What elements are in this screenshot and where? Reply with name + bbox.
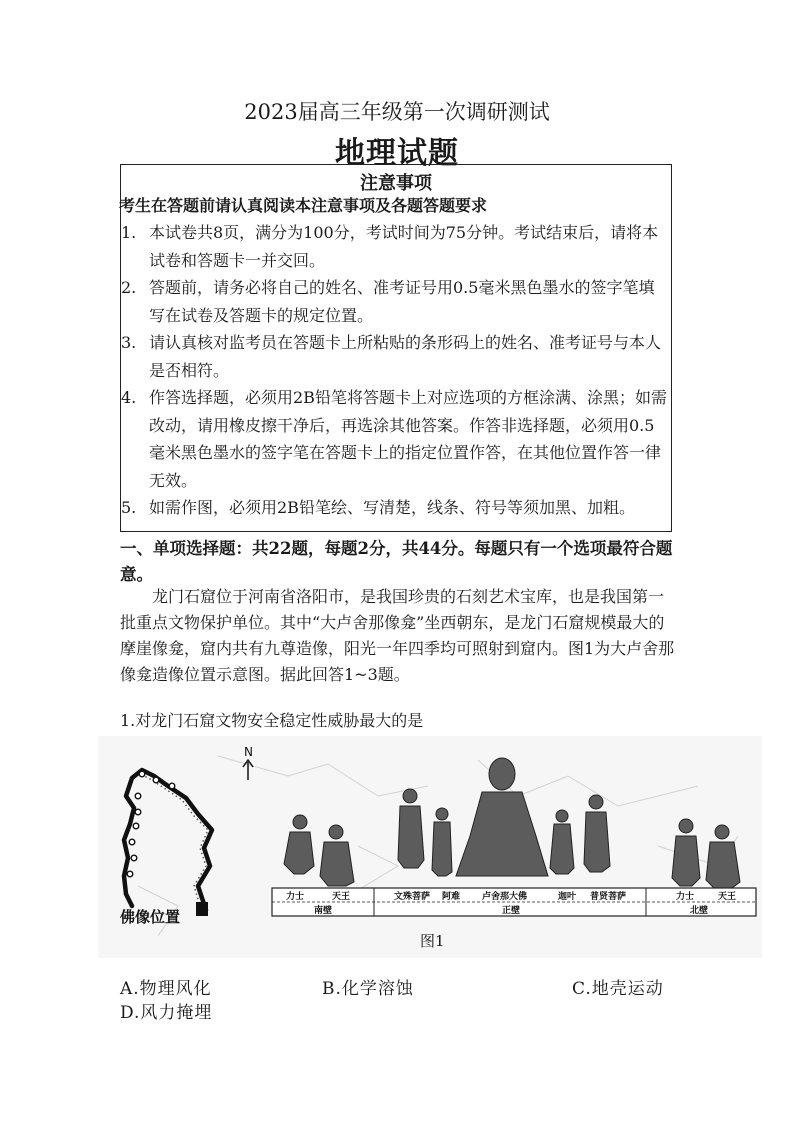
notice-item-number: 5.	[121, 498, 137, 517]
notice-box	[120, 164, 672, 532]
question-1: 1.对龙门石窟文物安全稳定性威胁最大的是	[120, 711, 424, 730]
statue-label: 天王	[332, 892, 351, 902]
wall-label: 正壁	[502, 906, 521, 916]
notice-heading: 注意事项	[360, 173, 432, 194]
notice-item-number: 4.	[121, 388, 137, 407]
option-d[interactable]: D.风力掩埋	[120, 1003, 213, 1023]
option-a[interactable]: A.物理风化	[120, 979, 212, 999]
site-marker	[196, 902, 208, 916]
figure-1	[98, 736, 762, 958]
notice-item	[121, 274, 671, 329]
notice-item-text: 本试卷共8页，满分为100分，考试时间为75分钟。考试结束后，请将本试卷和答题卡一并交回。	[149, 223, 659, 270]
statue-label: 文殊菩萨	[394, 892, 431, 902]
wall-label: 南壁	[314, 906, 333, 916]
statue-label: 天王	[718, 892, 737, 902]
notice-item-number: 2.	[121, 278, 137, 297]
statue-label: 力士	[286, 892, 305, 902]
notice-item-text: 请认真核对监考员在答题卡上所粘贴的条形码上的姓名、准考证号与本人是否相符。	[149, 333, 662, 380]
notice-list	[121, 219, 671, 522]
notice-item	[121, 329, 671, 384]
section-title: 一、单项选择题：共22题，每题2分，共44分。每题只有一个选项最符合题意。	[120, 539, 673, 584]
statue-label: 力士	[676, 892, 695, 902]
notice-item-number: 3.	[121, 333, 137, 352]
notice-item-text: 作答选择题，必须用2B铅笔将答题卡上对应选项的方框涂满、涂黑；如需改动，请用橡皮擦干净后，再选涂其他答案。作答非选择题，必须用0.5毫米黑色墨水的签字笔在答题卡上的指定位置作答，在其他位置作答一律无效。	[149, 388, 667, 490]
notice-intro: 考生在答题前请认真阅读本注意事项及各题答题要求	[119, 196, 488, 215]
statue-label: 卢舍那大佛	[482, 892, 528, 902]
exam-title: 地理试题	[335, 136, 459, 171]
statue-label: 迦叶	[558, 892, 577, 902]
statue-label: 普贤菩萨	[590, 892, 627, 902]
notice-item-text: 如需作图，必须用2B铅笔绘、写清楚，线条、符号等须加黑、加粗。	[149, 498, 635, 517]
statue-label: 阿难	[442, 892, 461, 902]
notice-item-number: 1.	[121, 223, 137, 242]
option-c[interactable]: C.地壳运动	[572, 979, 664, 999]
notice-item	[121, 494, 671, 522]
notice-item	[121, 384, 671, 494]
figure-caption: 图1	[420, 932, 445, 950]
passage-paragraph: 龙门石窟位于河南省洛阳市，是我国珍贵的石刻艺术宝库，也是我国第一批重点文物保护单位。其中“大卢舍那像龛”坐西朝东，是龙门石窟规模最大的摩崖像龛，窟内共有九尊造像，阳光一年四季均可照射到窟内。图1为大卢舍那像龛造像位置示意图。据此回答1~3题。	[120, 587, 675, 684]
exam-subtitle: 2023届高三年级第一次调研测试	[244, 100, 550, 124]
notice-item-text: 答题前，请务必将自己的姓名、准考证号用0.5毫米黑色墨水的签字笔填写在试卷及答题卡的规定位置。	[149, 278, 655, 325]
north-label: N	[244, 745, 253, 759]
option-b[interactable]: B.化学溶蚀	[322, 979, 414, 999]
wall-label: 北壁	[690, 906, 709, 916]
notice-item	[121, 219, 671, 274]
map-location-label: 佛像位置	[120, 908, 181, 926]
